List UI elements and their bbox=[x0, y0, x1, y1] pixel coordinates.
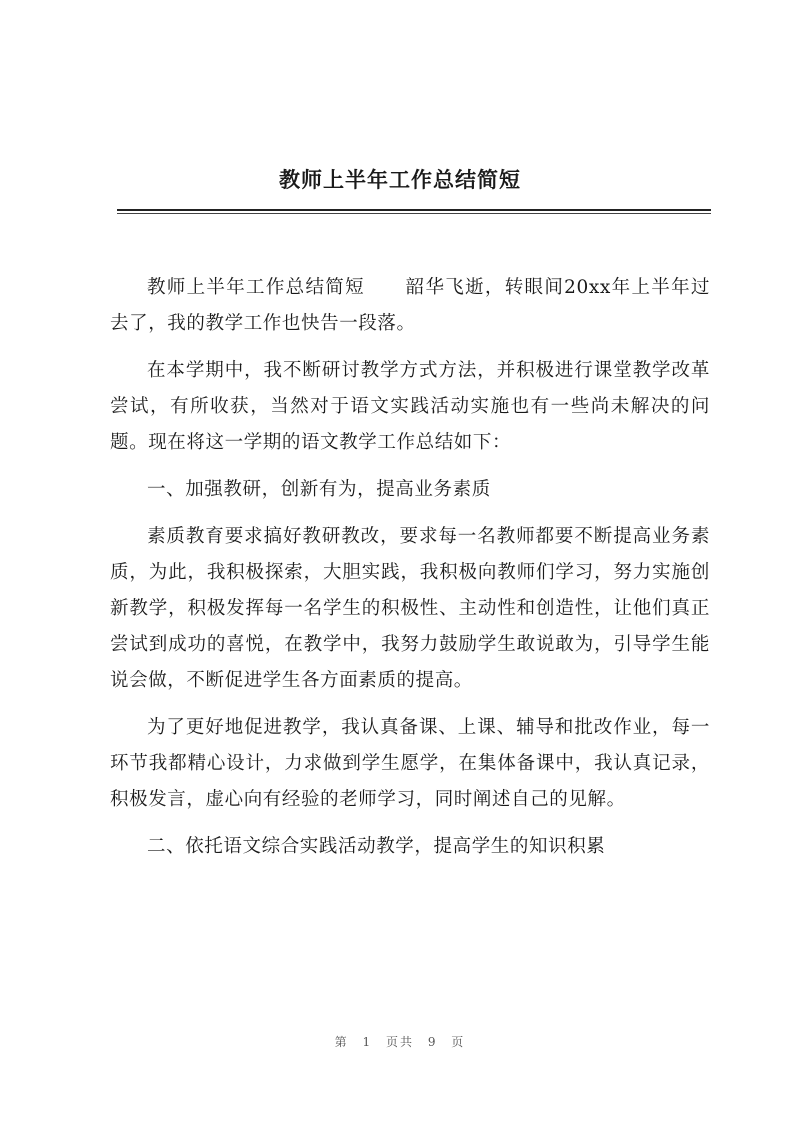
paragraph-2: 素质教育要求搞好教研教改，要求每一名教师都要不断提高业务素质，为此，我积极探索，大胆实践，我积极向教师们学习，努力实施创新教学，积极发挥每一名学生的积极性、主动性和创造性，让他们真正尝试到成功的喜悦，在教学中，我努力鼓励学生敢说敢为，引导学生能说会做，不断促进学生各方面素质的提高。 bbox=[110, 526, 710, 691]
page-footer bbox=[0, 1033, 800, 1050]
section-heading-1: 一、加强教研，创新有为，提高业务素质 bbox=[147, 479, 491, 500]
title-divider bbox=[117, 209, 711, 211]
document-body bbox=[110, 270, 710, 876]
footer-total-pages: 9 bbox=[427, 1035, 438, 1049]
title-divider-thin bbox=[117, 213, 711, 214]
document-title: 教师上半年工作总结简短 bbox=[279, 168, 521, 192]
section-heading-2: 二、依托语文综合实践活动教学，提高学生的知识积累 bbox=[147, 836, 606, 857]
intro-title: 教师上半年工作总结简短 bbox=[147, 277, 365, 298]
footer-suffix: 页 bbox=[451, 1035, 466, 1049]
footer-prefix: 第 bbox=[334, 1035, 349, 1049]
footer-page-number: 1 bbox=[362, 1035, 373, 1049]
intro-text: 韶华飞逝，转眼间20xx年上半年过去了，我的教学工作也快告一段落。 bbox=[110, 277, 711, 334]
footer-middle: 页共 bbox=[385, 1035, 414, 1049]
intro-paragraph bbox=[110, 270, 710, 342]
paragraph-3: 为了更好地促进教学，我认真备课、上课、辅导和批改作业，每一环节我都精心设计，力求做到学生愿学，在集体备课中，我认真记录，积极发言，虚心向有经验的老师学习，同时阐述自己的见解。 bbox=[110, 717, 710, 810]
paragraph-1: 在本学期中，我不断研讨教学方式方法，并积极进行课堂教学改革尝试，有所收获，当然对于语文实践活动实施也有一些尚未解决的问题。现在将这一学期的语文教学工作总结如下： bbox=[110, 360, 710, 453]
